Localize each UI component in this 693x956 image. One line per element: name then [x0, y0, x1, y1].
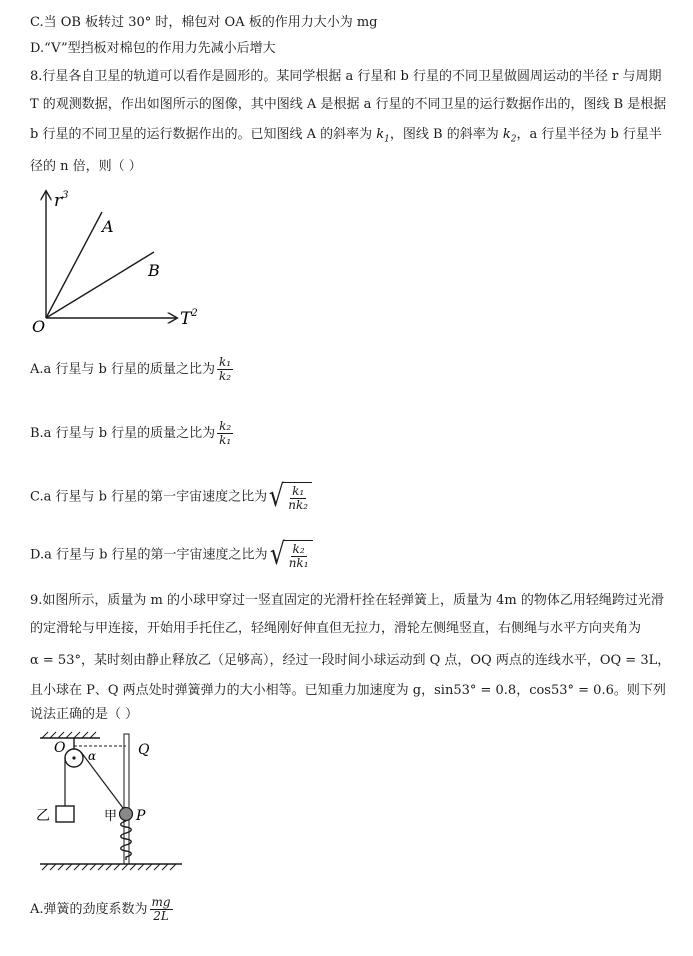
- label-alpha: α: [88, 749, 97, 763]
- q9-stem-line-3: α = 53°，某时刻由静止释放乙（足够高），经过一段时间小球运动到 Q 点，OQ 两点的连线水平，OQ = 3L，: [30, 653, 671, 668]
- q9-stem-line-2: 的定滑轮与甲连接，开始用手托住乙，轻绳刚好伸直但无拉力，滑轮左侧绳竖直，右侧绳与水平方向夹角为: [30, 621, 642, 636]
- pulley-axle: [72, 756, 75, 759]
- ground-hatch: [42, 864, 176, 870]
- q9-stem-line-1: 9.如图所示，质量为 m 的小球甲穿过一竖直固定的光滑杆拴在轻弹簧上，质量为 4m 的物体乙用轻绳跨过光滑: [30, 593, 664, 608]
- graph-line-a: [46, 212, 102, 318]
- q8-stem-line-2: T 的观测数据，作出如图所示的图像，其中图线 A 是根据 a 行星的不同卫星的运行数据作出的，图线 B 是根据: [30, 97, 667, 112]
- q9-figure: [28, 730, 198, 880]
- q8-stem-line-3: [30, 126, 662, 149]
- sqrt-k2-nk1: √ $\frac{\text{k₂}}{\text{nk₁}}$: [268, 540, 313, 570]
- label-yi: 乙: [36, 808, 50, 824]
- q8-stem-line-3-b: ，图线 B 的斜率为: [389, 127, 503, 142]
- q8-stem-line-1: 8.行星各自卫星的轨道可以看作是圆形的。某同学根据 a 行星和 b 行星的不同卫星做圆周运动的半径 r 与周期: [30, 69, 662, 84]
- ceiling-hatch: [42, 732, 96, 738]
- q8-graph: [28, 178, 228, 338]
- q8-stem-line-3-a: b 行星的不同卫星的运行数据作出的。已知图线 A 的斜率为: [30, 127, 377, 142]
- slope-k1: $k_1$: [376, 127, 390, 145]
- sqrt-k1-nk2: √ $\frac{\text{k₁}}{\text{nk₂}}$: [267, 482, 312, 512]
- q7-option-c: C.当 OB 板转过 30° 时，棉包对 OA 板的作用力大小为 mg: [30, 15, 378, 30]
- line-b-label: B: [148, 261, 160, 280]
- label-q: Q: [138, 742, 150, 758]
- line-a-label: A: [102, 217, 114, 236]
- q8-stem-line-3-c: ，a 行星半径为 b 行星半: [516, 127, 662, 142]
- graph-line-b: [46, 252, 154, 318]
- q8-option-a: A.a 行星与 b 行星的质量之比为 $\frac{\text{k₁}}{\text{k₂}}$: [30, 355, 232, 383]
- q8-option-b: B.a 行星与 b 行星的质量之比为 $\frac{\text{k₂}}{\text{k₁}}$: [30, 419, 232, 447]
- origin-label: O: [32, 317, 46, 336]
- y-axis-label: $r^3$: [54, 190, 69, 211]
- q9-option-a: A.弹簧的劲度系数为 $\frac{mg}{2L}$: [30, 895, 171, 923]
- label-jia: 甲: [104, 809, 118, 824]
- q8-option-c: C.a 行星与 b 行星的第一宇宙速度之比为 √ $\frac{\text{k₁}}{\text{nk₂}}$: [30, 482, 312, 512]
- fraction-k1-k2: $\frac{\text{k₁}}{\text{k₂}}$: [219, 355, 232, 383]
- fraction-mg-2l: $\frac{mg}{2L}$: [151, 895, 171, 923]
- label-p: P: [136, 808, 146, 824]
- x-axis-label: $T^2$: [180, 308, 198, 329]
- q9-stem-line-5: 说法正确的是（ ）: [30, 707, 139, 722]
- block-yi: [56, 806, 74, 822]
- fraction-k2-k1: $\frac{\text{k₂}}{\text{k₁}}$: [219, 419, 232, 447]
- q8-option-d: D.a 行星与 b 行星的第一宇宙速度之比为 √ $\frac{\text{k₂}}{\text{nk₁}}$: [30, 540, 313, 570]
- label-o: O: [54, 740, 66, 756]
- ball-jia: [120, 808, 133, 821]
- q7-option-d: D.“V”型挡板对棉包的作用力先减小后增大: [30, 41, 276, 56]
- q8-stem-line-4: 径的 n 倍，则（ ）: [30, 159, 142, 174]
- slope-k2: $k_2$: [502, 127, 517, 145]
- q9-stem-line-4: 且小球在 P、Q 两点处时弹簧弹力的大小相等。已知重力加速度为 g，sin53° = 0.8，cos53° = 0.6。则下列: [30, 683, 666, 698]
